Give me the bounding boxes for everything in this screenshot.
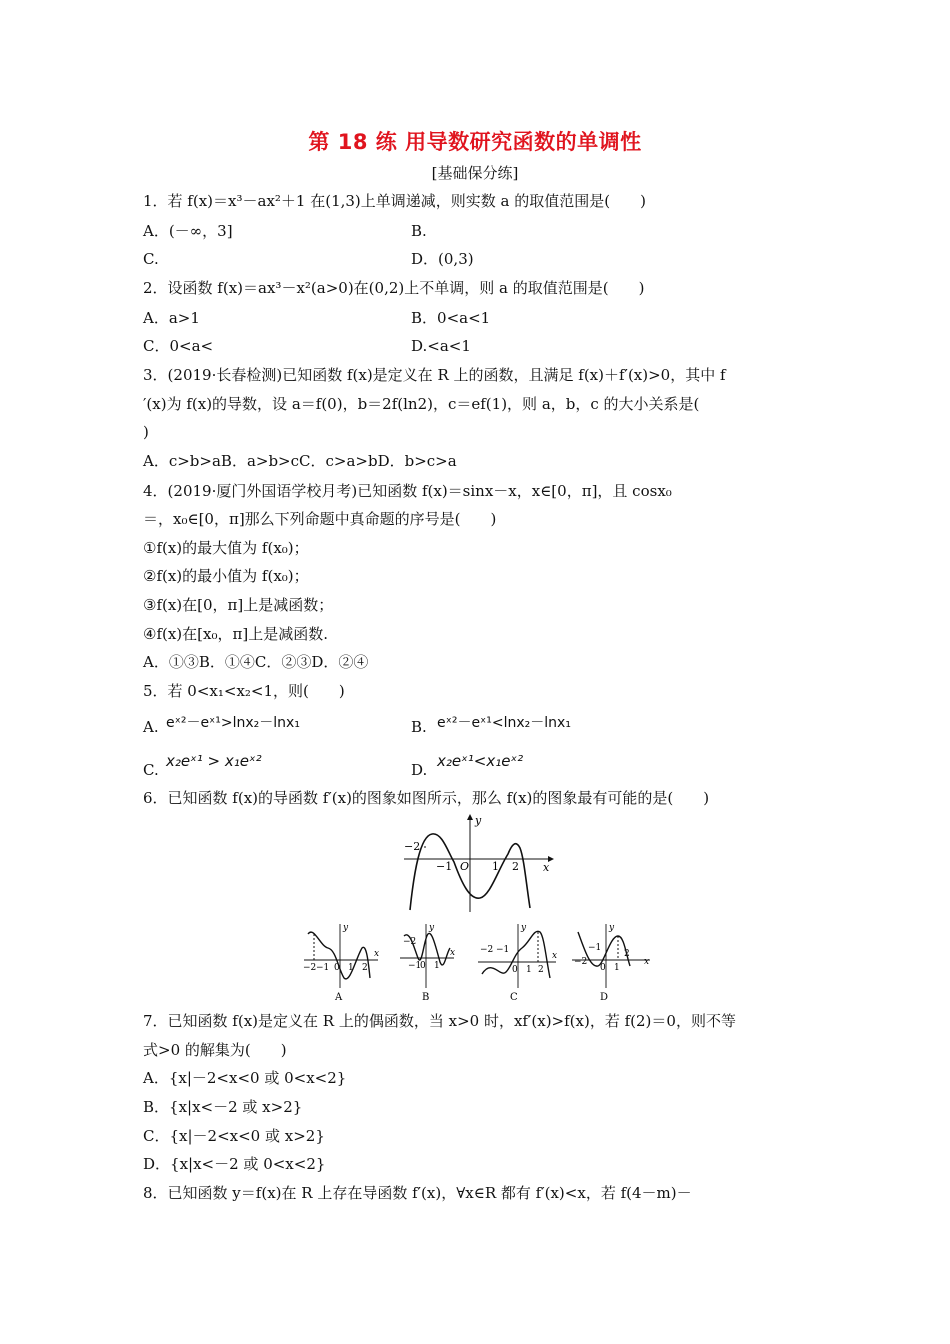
q4-proposition-1: ①f(x)的最大值为 f(x₀)； [143, 539, 309, 557]
q3-line-2: ′(x)为 f(x)的导数，设 a＝f(0)，b＝2f(ln2)，c＝ef(1)，则 a，b，c 的大小关系是( [143, 395, 700, 413]
q1-option-b: B. [411, 222, 427, 240]
main-tick-neg1: −1 [436, 860, 453, 873]
main-tick-neg2: −2 [404, 840, 421, 853]
main-x-axis [404, 856, 554, 862]
q5-option-d-formula: x₂eˣ¹<x₁eˣ² [437, 752, 524, 770]
q3-line-3: ) [143, 423, 149, 441]
q4-proposition-4: ④f(x)在[x₀，π]上是减函数. [143, 625, 328, 643]
main-tick-origin: O [460, 860, 470, 873]
q5-option-c-formula: x₂eˣ¹ > x₁eˣ² [166, 752, 262, 770]
svg-text:y: y [609, 923, 615, 933]
q8-line-1: 8．已知函数 y＝f(x)在 R 上存在导函数 f′(x)，∀x∈R 都有 f′(x)<x，若 f(4－m)－ [143, 1184, 692, 1202]
q3-line-1: 3．(2019·长春检测)已知函数 f(x)是定义在 R 上的函数，且满足 f(x)＋f′(x)>0，其中 f [143, 366, 726, 384]
b-tick-neg2: −2 [403, 937, 417, 947]
q5-option-c-label: C. [143, 761, 159, 779]
choice-label-a: A [335, 992, 343, 1003]
a-tick-neg1: −1 [316, 963, 330, 973]
choice-graph-d [572, 923, 650, 1003]
svg-text:y: y [429, 923, 435, 933]
q3-options: A．c>b>aB．a>b>cC．c>a>bD．b>c>a [143, 452, 457, 470]
q7-line-1: 7．已知函数 f(x)是定义在 R 上的偶函数，当 x>0 时，xf′(x)>f(x)，若 f(2)＝0，则不等 [143, 1012, 736, 1030]
q1-stem: 1．若 f(x)＝x³－ax²＋1 在(1,3)上单调递减，则实数 a 的取值范围是( ) [143, 192, 646, 210]
a-tick-neg2: −2 [303, 963, 317, 973]
q5-option-d-label: D. [411, 761, 428, 779]
d-tick-0: 0 [600, 963, 606, 973]
d-tick-neg2: −2 [574, 957, 588, 967]
a-tick-0: 0 [334, 963, 340, 973]
q2-stem: 2．设函数 f(x)＝ax³－x²(a>0)在(0,2)上不单调，则 a 的取值范围是( ) [143, 279, 645, 297]
c-tick-1: 1 [526, 965, 532, 975]
b-tick-0: 0 [420, 961, 426, 971]
c-tick-2: 2 [538, 965, 544, 975]
c-tick-0: 0 [512, 965, 518, 975]
choice-label-b: B [422, 992, 430, 1003]
svg-text:x: x [450, 948, 456, 958]
q4-line-2: ＝，x₀∈[0，π]那么下列命题中真命题的序号是( ) [143, 510, 497, 528]
q1-option-d: D．(0,3) [411, 250, 474, 268]
choice-graph-c [478, 923, 557, 1003]
section-subtitle: [基础保分练] [431, 164, 519, 182]
q2-option-b: B．0<a<1 [411, 309, 491, 327]
q5-option-b-formula: eˣ²－eˣ¹<lnx₂－lnx₁ [437, 715, 571, 731]
q1-option-c: C. [143, 250, 159, 268]
q4-proposition-2: ②f(x)的最小值为 f(x₀)； [143, 567, 309, 585]
q7-option-d: D．{x|x<－2 或 0<x<2} [143, 1155, 326, 1173]
q1-option-a: A．(－∞，3] [143, 222, 233, 240]
svg-text:y: y [343, 923, 349, 933]
q5-option-a-formula: eˣ²－eˣ¹>lnx₂－lnx₁ [166, 715, 300, 731]
choice-graph-b [400, 923, 455, 1003]
choice-label-c: C [510, 992, 518, 1003]
d-tick-neg1: −1 [588, 943, 602, 953]
a-tick-2: 2 [362, 963, 368, 973]
c-tick-neg1: −1 [496, 945, 510, 955]
svg-text:x: x [374, 949, 380, 959]
a-tick-1: 1 [348, 963, 354, 973]
q5-option-a-label: A. [143, 718, 159, 736]
q6-stem: 6．已知函数 f(x)的导函数 f′(x)的图象如图所示，那么 f(x)的图象最有可能的是( ) [143, 789, 710, 807]
q6-choice-graphs [300, 918, 660, 1004]
choice-label-d: D [600, 992, 609, 1003]
main-tick-1: 1 [492, 860, 499, 873]
svg-text:x: x [644, 957, 650, 967]
q7-option-c: C．{x|－2<x<0 或 x>2} [143, 1127, 325, 1145]
c-tick-neg2: −2 [480, 945, 494, 955]
d-tick-2: 2 [624, 949, 630, 959]
q6-derivative-graph [398, 812, 558, 914]
q7-option-b: B．{x|x<－2 或 x>2} [143, 1098, 303, 1116]
q5-stem: 5．若 0<x₁<x₂<1，则( ) [143, 682, 345, 700]
choice-graph-a [303, 923, 379, 1003]
q7-line-2: 式>0 的解集为( ) [143, 1041, 287, 1059]
b-tick-neg1: −1 [408, 961, 422, 971]
q5-option-b-label: B. [411, 718, 427, 736]
q7-option-a: A．{x|－2<x<0 或 0<x<2} [143, 1069, 347, 1087]
main-tick-2: 2 [512, 860, 519, 873]
main-x-label: x [543, 861, 550, 874]
q2-option-c: C．0<a< [143, 337, 214, 355]
q2-option-a: A．a>1 [143, 309, 200, 327]
q4-line-1: 4．(2019·厦门外国语学校月考)已知函数 f(x)＝sinx－x，x∈[0，π]，且 cosx₀ [143, 482, 672, 500]
q2-option-d: D.<a<1 [411, 337, 471, 355]
d-tick-1: 1 [614, 963, 620, 973]
svg-text:y: y [521, 923, 527, 933]
q4-options: A．①③B．①④C．②③D．②④ [143, 653, 369, 671]
b-tick-1: 1 [434, 961, 440, 971]
svg-text:x: x [552, 951, 558, 961]
page-title: 第 18 练 用导数研究函数的单调性 [308, 130, 642, 154]
main-y-label: y [475, 814, 482, 827]
q4-proposition-3: ③f(x)在[0，π]上是减函数； [143, 596, 334, 614]
